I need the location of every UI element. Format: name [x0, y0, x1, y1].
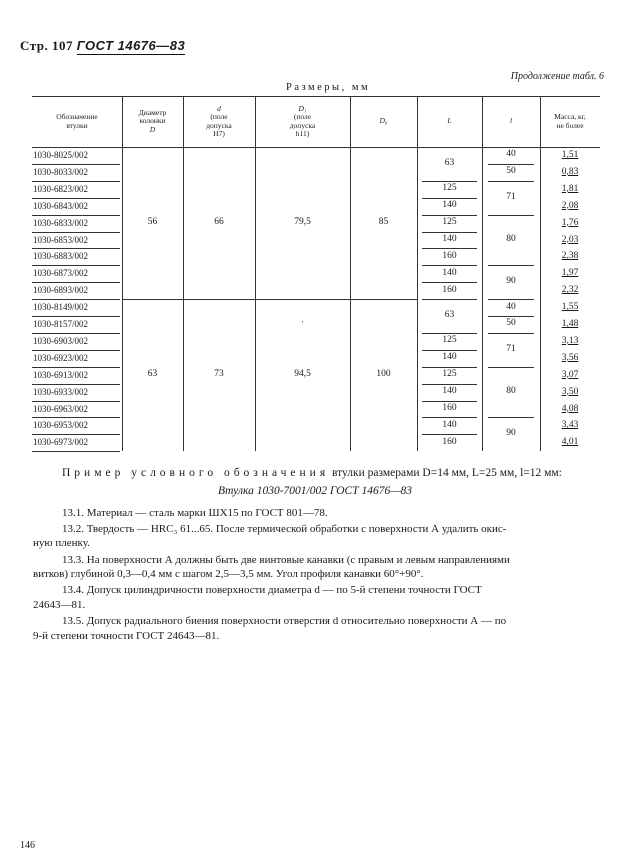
l-divider — [488, 417, 534, 418]
designation-cell: 1030-8149/002 — [33, 302, 88, 313]
l-length-cell: 140 — [442, 200, 457, 211]
page-header — [20, 38, 185, 54]
designation-underline — [32, 215, 120, 216]
l-divider — [488, 299, 534, 300]
l-length-cell: 125 — [442, 217, 457, 228]
designation-cell: 1030-8033/002 — [33, 166, 88, 177]
l-divider — [488, 367, 534, 368]
l-length-cell: 63 — [444, 310, 455, 320]
designation-underline — [32, 333, 120, 334]
group2-d-value: 73 — [214, 369, 224, 380]
mass-cell: 2,32 — [561, 285, 579, 296]
l-length-divider — [422, 198, 477, 199]
designation-underline — [32, 434, 120, 435]
mass-cell: 4,01 — [561, 437, 579, 448]
l-divider — [488, 316, 534, 317]
paragraph-13-4-cont: 24643—81. — [33, 599, 86, 611]
standard-label: ГОСТ 14676—83 — [76, 38, 186, 53]
l-divider — [488, 215, 534, 216]
designation-cell: 1030-6973/002 — [33, 437, 88, 448]
mass-cell: 3,56 — [561, 352, 579, 363]
l-cell: 40 — [506, 301, 516, 312]
d1-mark: · — [300, 318, 305, 328]
group1-d-value: 56 — [147, 217, 158, 228]
designation-underline — [32, 367, 120, 368]
l-length-cell: 160 — [442, 436, 457, 447]
header-D0: D₀ — [379, 116, 388, 126]
sizes-label: Размеры, мм — [286, 82, 371, 93]
designation-cell: 1030-6913/002 — [33, 369, 88, 380]
paragraph-13-2: 13.2. Твердость — HRC₃ 61...65. После термической обработки с поверхности А удалить окис- — [62, 523, 507, 535]
header-L: L — [447, 116, 452, 126]
l-length-cell: 140 — [442, 386, 457, 397]
table-top-rule — [32, 96, 600, 97]
designation-cell: 1030-6853/002 — [33, 234, 88, 245]
table-column-rule — [350, 96, 351, 451]
page-label: Стр. 107 — [20, 38, 73, 53]
mass-cell: 2,08 — [561, 200, 579, 211]
group1-d1-value: 79,5 — [294, 217, 311, 228]
designation-underline — [32, 164, 120, 165]
designation-underline — [32, 181, 120, 182]
designation-cell: 1030-6953/002 — [33, 420, 88, 431]
l-length-divider — [422, 248, 477, 249]
l-length-cell: 125 — [442, 335, 457, 346]
header-l: l — [509, 116, 513, 126]
paragraph-13-1: 13.1. Материал — сталь марки ШХ15 по ГОСТ 801—78. — [62, 507, 328, 519]
group1-d-value: 66 — [214, 217, 224, 228]
mass-cell: 0,83 — [561, 166, 579, 177]
l-divider — [488, 181, 534, 182]
mass-cell: 1,48 — [561, 319, 579, 329]
header-d: d (поле допуска H7) — [206, 103, 232, 138]
continuation-label: Продолжение табл. 6 — [510, 71, 604, 82]
table-header-rule — [32, 147, 600, 148]
designation-cell: 1030-6933/002 — [33, 386, 88, 397]
example-line — [62, 467, 562, 479]
l-length-cell: 125 — [442, 369, 457, 380]
l-length-cell: 140 — [442, 419, 457, 430]
l-cell: 80 — [506, 386, 516, 397]
l-length-divider — [422, 401, 477, 402]
designation-cell: 1030-6833/002 — [33, 217, 88, 228]
l-divider — [488, 164, 534, 165]
paragraph-13-5-cont: 9-й степени точности ГОСТ 24643—81. — [33, 630, 220, 642]
designation-cell: 1030-6963/002 — [33, 403, 88, 414]
designation-cell: 1030-8157/002 — [33, 319, 88, 329]
l-divider — [488, 333, 534, 334]
l-length-divider — [422, 232, 477, 233]
designation-underline — [32, 265, 120, 266]
page-number: 146 — [20, 840, 35, 851]
l-length-divider — [422, 299, 477, 300]
header-D: Диаметр колонки D — [138, 107, 167, 134]
designation-underline — [32, 316, 120, 317]
designation-underline — [32, 417, 120, 418]
designation-underline — [32, 248, 120, 249]
example-rest: втулки размерами D=14 мм, L=25 мм, l=12 мм: — [332, 467, 562, 479]
l-divider — [488, 265, 534, 266]
mass-cell: 1,97 — [561, 268, 579, 279]
l-length-divider — [422, 215, 477, 216]
mass-cell: 3,43 — [561, 420, 579, 431]
designation-underline — [32, 198, 120, 199]
l-length-cell: 63 — [444, 157, 455, 168]
mass-cell: 1,51 — [561, 150, 579, 160]
l-length-divider — [422, 417, 477, 418]
l-length-divider — [422, 282, 477, 283]
designation-underline — [32, 232, 120, 233]
l-length-cell: 160 — [442, 402, 457, 413]
mass-cell: 1,81 — [561, 183, 579, 194]
l-length-divider — [422, 384, 477, 385]
mass-cell: 3,13 — [561, 335, 579, 346]
l-length-cell: 140 — [442, 352, 457, 363]
table-column-rule — [255, 96, 256, 451]
l-length-divider — [422, 434, 477, 435]
mass-cell: 1,55 — [561, 302, 579, 313]
group2-d0-value: 100 — [376, 369, 391, 380]
designation-underline — [32, 282, 120, 283]
mass-cell: 3,07 — [561, 369, 579, 380]
group-divider — [122, 299, 417, 300]
paragraph-13-5: 13.5. Допуск радиального биения поверхности отверстия d относительно поверхности А — по — [62, 615, 507, 627]
paragraph-13-3-cont: витков) глубиной 0,3—0,4 мм с шагом 2,5—3,5 мм. Угол профиля канавки 60°+90°. — [33, 568, 424, 580]
mass-cell: 1,76 — [561, 217, 579, 228]
l-length-divider — [422, 350, 477, 351]
example-designation: Втулка 1030-7001/002 ГОСТ 14676—83 — [218, 485, 412, 497]
l-length-divider — [422, 367, 477, 368]
example-spaced: Пример условного обозначения — [62, 467, 330, 479]
l-length-divider — [422, 181, 477, 182]
group2-d-value: 63 — [147, 369, 158, 380]
l-length-divider — [422, 333, 477, 334]
l-cell: 90 — [506, 276, 516, 287]
table-column-rule — [540, 96, 541, 451]
paragraph-13-3: 13.3. На поверхности А должны быть две винтовые канавки (с правым и левым направлениями — [62, 554, 510, 566]
designation-underline — [32, 384, 120, 385]
l-length-cell: 140 — [442, 233, 457, 244]
l-cell: 71 — [506, 343, 516, 354]
designation-cell: 1030-8025/002 — [33, 150, 88, 160]
group1-d0-value: 85 — [378, 217, 389, 228]
designation-underline — [32, 401, 120, 402]
mass-cell: 3,50 — [561, 386, 579, 397]
mass-cell: 2,03 — [561, 234, 579, 245]
l-cell: 50 — [506, 166, 516, 177]
group2-d1-value: 94,5 — [294, 369, 311, 380]
table-column-rule — [183, 96, 184, 451]
l-length-cell: 160 — [442, 250, 457, 261]
designation-cell: 1030-6923/002 — [33, 352, 88, 363]
l-length-cell: 160 — [442, 284, 457, 295]
designation-underline — [32, 299, 120, 300]
designation-cell: 1030-6883/002 — [33, 251, 88, 262]
table-column-rule — [122, 96, 123, 451]
l-length-cell: 140 — [442, 267, 457, 278]
l-cell: 50 — [506, 318, 516, 329]
header-designation: Обозначение втулки — [56, 112, 98, 130]
l-cell: 40 — [506, 149, 516, 160]
header-mass: Масса, кг, не более — [554, 112, 586, 130]
l-cell: 71 — [506, 191, 516, 202]
l-length-divider — [422, 265, 477, 266]
designation-cell: 1030-6893/002 — [33, 285, 88, 296]
designation-underline — [32, 350, 120, 351]
designation-cell: 1030-6843/002 — [33, 200, 88, 211]
l-cell: 80 — [506, 233, 516, 244]
designation-cell: 1030-6823/002 — [33, 183, 88, 194]
designation-cell: 1030-6873/002 — [33, 268, 88, 279]
designation-underline — [32, 451, 120, 452]
paragraph-13-2-cont: ную пленку. — [33, 537, 90, 549]
designation-cell: 1030-6903/002 — [33, 335, 88, 346]
mass-cell: 4,08 — [561, 403, 579, 414]
paragraph-13-4: 13.4. Допуск цилиндричности поверхности диаметра d — по 5-й степени точности ГОСТ — [62, 584, 482, 596]
mass-cell: 2,38 — [561, 251, 579, 262]
header-D1: D₁ (поле допуска h11) — [289, 103, 316, 138]
l-length-cell: 125 — [442, 183, 457, 194]
l-cell: 90 — [506, 428, 516, 439]
